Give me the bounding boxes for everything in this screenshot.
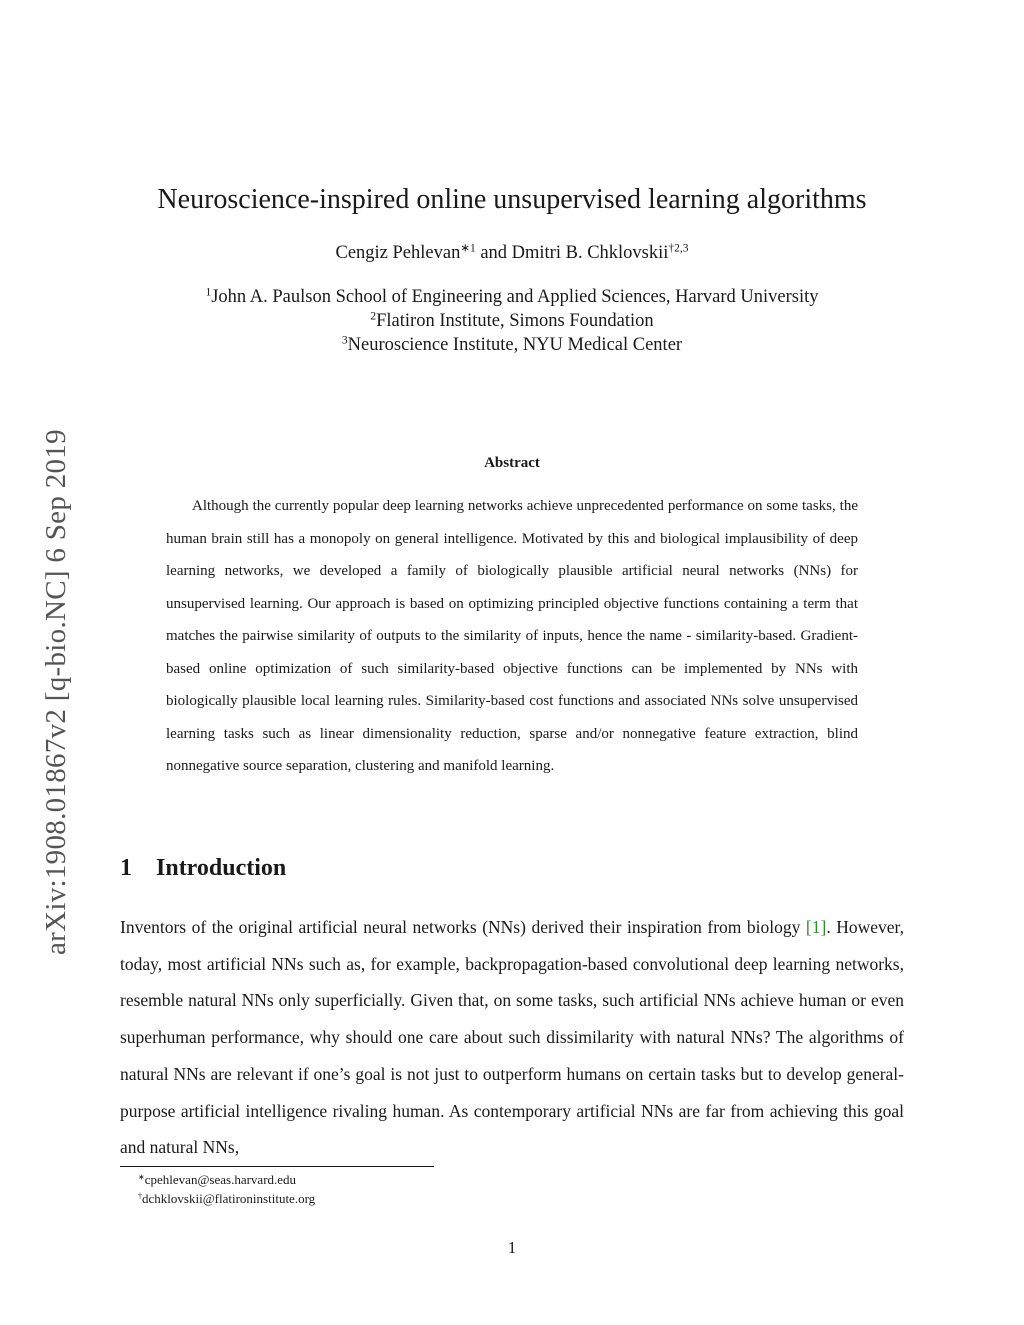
affiliation-1: [0, 287, 1024, 308]
arxiv-stamp: arXiv:1908.01867v2 [q-bio.NC] 6 Sep 2019: [40, 429, 72, 955]
author-line: [0, 243, 1024, 264]
affiliation-text: Neuroscience Institute, NYU Medical Center: [347, 335, 683, 355]
footnote-rule: [120, 1166, 434, 1167]
intro-text-rest: . However, today, most artificial NNs such as, for example, backpropagation-based convolutional deep learning networks, resemble natural NNs only superficially. Given that, on some tasks, such artificial NNs achieve human or even superhuman performance, why should one care about such dissimilarity with natural NNs? The algorithms of natural NNs are relevant if one’s goal is not just to outperform humans on certain tasks but to develop general-purpose artificial intelligence rivaling human. As contemporary artificial NNs are far from achieving this goal and natural NNs,: [120, 917, 905, 1158]
intro-paragraph: [120, 909, 904, 1166]
section-title: Introduction: [156, 855, 287, 881]
abstract-heading: Abstract: [484, 455, 540, 471]
affiliation-mark: 3: [341, 334, 348, 347]
author-2-marks: †2,3: [668, 242, 689, 255]
section-heading: [120, 855, 286, 882]
author-1-marks: ∗1: [460, 242, 476, 255]
citation-link[interactable]: [1]: [805, 917, 827, 937]
footnote-1: [138, 1172, 296, 1188]
affiliation-2: [0, 311, 1024, 332]
affiliation-text: John A. Paulson School of Engineering and Applied Sciences, Harvard University: [211, 287, 819, 307]
footnote-2: [138, 1191, 315, 1207]
author-1: Cengiz Pehlevan: [335, 243, 461, 263]
footnote-mark: †: [138, 1191, 143, 1201]
page-number: 1: [507, 1238, 517, 1257]
footnote-email: cpehlevan@seas.harvard.edu: [144, 1172, 297, 1187]
affiliation-mark: 2: [370, 310, 377, 323]
paper-title: Neuroscience-inspired online unsupervised learning algorithms: [157, 184, 867, 215]
footnote-email: dchklovskii@flatironinstitute.org: [142, 1191, 316, 1206]
section-number: 1: [120, 855, 132, 881]
footnote-mark: ∗: [138, 1172, 145, 1182]
intro-text-start: Inventors of the original artificial neural networks (NNs) derived their inspiration from biology: [120, 917, 806, 937]
affiliation-3: [0, 335, 1024, 356]
author-2: Dmitri B. Chklovskii: [511, 243, 669, 263]
affiliation-text: Flatiron Institute, Simons Foundation: [376, 311, 654, 331]
affiliation-mark: 1: [205, 286, 212, 299]
abstract-body: Although the currently popular deep learning networks achieve unprecedented performance on some tasks, the human brain still has a monopoly on general intelligence. Motivated by this and biological implausibility of deep learning networks, we developed a family of biologically plausible artificial neural networks (NNs) for unsupervised learning. Our approach is based on optimizing principled objective functions containing a term that matches the pairwise similarity of outputs to the similarity of inputs, hence the name - similarity-based. Gradient-based online optimization of such similarity-based objective functions can be implemented by NNs with biologically plausible local learning rules. Similarity-based cost functions and associated NNs solve unsupervised learning tasks such as linear dimensionality reduction, sparse and/or nonnegative feature extraction, blind nonnegative source separation, clustering and manifold learning.: [166, 498, 858, 774]
author-connector: and: [475, 243, 512, 263]
